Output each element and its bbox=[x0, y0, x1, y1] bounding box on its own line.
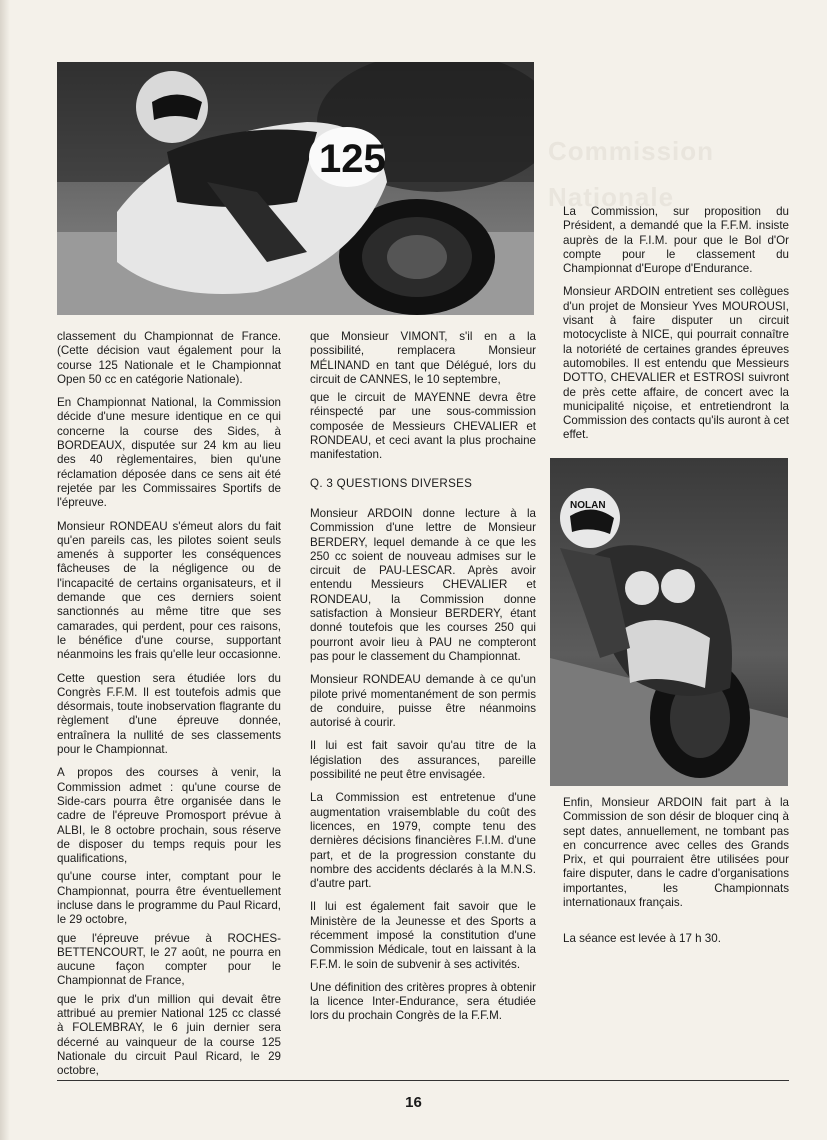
paragraph: Monsieur ARDOIN entretient ses collègues d'un projet de Monsieur Yves MOUROUSI, visant à faire disputer un circuit motocycliste à NICE, qui pourrait connaître la notoriété de certaines grandes épreuves automobiles. Il est entendu que Messieurs DOTTO, CHEVALIER et ESTROSI suivront de près cette affaire, de concert avec la municipalité niçoise, et entretiendront la Commission des contacts qu'ils auront à cet effet. bbox=[563, 285, 789, 442]
motorcycle-racer-125-photo bbox=[57, 62, 534, 315]
right-text-column-top bbox=[563, 205, 789, 452]
racer-125-image bbox=[57, 62, 534, 315]
paragraph: La Commission, sur proposition du Président, a demandé que la F.F.M. insiste auprès de la F.I.M. pour que le Bol d'Or compte pour le classement du Championnat d'Europe d'Endurance. bbox=[563, 205, 789, 276]
motorcycle-racer-nolan-photo bbox=[550, 458, 788, 786]
racer-nolan-image bbox=[550, 458, 788, 786]
paragraph: que Monsieur VIMONT, s'il en a la possibilité, remplacera Monsieur MÉLINAND en tant que Délégué, lors du circuit de CANNES, le 10 septembre, bbox=[310, 330, 536, 386]
paragraph: que l'épreuve prévue à ROCHES-BETTENCOURT, le 27 août, ne pourra en aucune façon compter pour le Championnat de France, bbox=[57, 931, 281, 988]
middle-text-column bbox=[310, 330, 536, 1033]
page-number: 16 bbox=[405, 1094, 422, 1111]
paragraph: Monsieur RONDEAU demande à ce qu'un pilote privé momentanément de son permis de conduire, puisse être néanmoins autorisé à courir. bbox=[310, 673, 536, 730]
paragraph: En Championnat National, la Commission décide d'une mesure identique en ce qui concerne la course des Sides, à BORDEAUX, disputée sur 24 km au lieu des 40 règlementaires, bien qu'une réclamation déposée dans ce sens ait été rejetée par les Commissaires Sportifs de l'épreuve. bbox=[57, 396, 281, 510]
page-binding-shadow bbox=[0, 0, 10, 1140]
paragraph: Monsieur RONDEAU s'émeut alors du fait qu'en pareils cas, les pilotes soient seuls amenés à supporter les conséquences fâcheuses de la négligence ou de l'incapacité de certains organisateurs, et il demande que ces derniers soient sanctionnés au même titre que ses camarades, qui perdent, pour ces raisons, le bénéfice d'une course, supportant néanmoins les frais qu'elle leur occasionne. bbox=[57, 519, 281, 662]
paragraph: Il lui est fait savoir qu'au titre de la législation des assurances, pareille possibilité ne peut être envisagée. bbox=[310, 739, 536, 782]
paragraph: La Commission est entretenue d'une augmentation vraisemblable du coût des licences, en 1979, compte tenu des dernières décisions financières F.I.M. d'une part, et de la progression constante du nombre des accidents déclarés à la M.N.S. d'autre part. bbox=[310, 791, 536, 891]
paragraph: classement du Championnat de France. (Cette décision vaut également pour la course 125 Nationale et le Championnat Open 50 cc en catégorie Nationale). bbox=[57, 330, 281, 386]
footer-rule bbox=[57, 1080, 789, 1081]
paragraph: A propos des courses à venir, la Commission admet : qu'une course de Side-cars pourra être organisée dans le cadre de l'épreuve Promosport prévue à ALBI, le 8 octobre prochain, sous réserve de disposer du temps requis pour les qualifications, bbox=[57, 766, 281, 866]
right-text-column-bottom bbox=[563, 796, 789, 956]
ghost-line: Commission bbox=[548, 136, 715, 166]
ghost-line: Nationale bbox=[548, 182, 675, 212]
paragraph: Enfin, Monsieur ARDOIN fait part à la Commission de son désir de bloquer cinq à sept dates, annuellement, ne tombant pas en concurrence avec celles des Grands Prix, et qui pourraient être utilisées pour faire disputer, dans le cadre d'organisations importantes, les Championnats internationaux français. bbox=[563, 796, 789, 910]
section-heading: Q. 3 QUESTIONS DIVERSES bbox=[310, 476, 473, 490]
paragraph: que le prix d'un million qui devait être attribué au premier National 125 cc classé à FOLEMBRAY, le 6 juin dernier sera décerné au vainqueur de la course 125 Nationale du circuit Paul Ricard, le 29 octobre, bbox=[57, 992, 281, 1078]
left-text-column bbox=[57, 330, 281, 1083]
paragraph: qu'une course inter, comptant pour le Championnat, pourra être éventuellement incluse dans le programme du Paul Ricard, le 29 octobre, bbox=[57, 870, 281, 927]
paragraph: Il lui est également fait savoir que le Ministère de la Jeunesse et des Sports a récemment imposé la constitution d'une Commission Médicale, tout en laissant à la F.F.M. le soin de subvenir à ses activités. bbox=[310, 900, 536, 971]
closing-line: La séance est levée à 17 h 30. bbox=[563, 932, 721, 946]
paragraph: Une définition des critères propres à obtenir la licence Inter-Endurance, sera étudiée lors du prochain Congrès de la F.F.M. bbox=[310, 980, 536, 1023]
helmet-brand-nolan: NOLAN bbox=[570, 500, 606, 511]
paragraph: Monsieur ARDOIN donne lecture à la Commission d'une lettre de Monsieur BERDERY, lequel demande à ce que les 250 cc soient de nouveau admises sur le circuit de PAU-LESCAR. Après avoir entendu Messieurs CHEVALIER et RONDEAU, la Commission donne satisfaction à Monsieur BERDERY, étant donné toutefois que les courses 250 qui pourront avoir lieu à PAU ne compteront pas pour le classement du Championnat. bbox=[310, 506, 536, 663]
number-plate-125: 125 bbox=[319, 137, 386, 181]
paragraph: que le circuit de MAYENNE devra être réinspecté par une sous-commission composée de Messieurs CHEVALIER et RONDEAU, et ceci avant la plus prochaine manifestation. bbox=[310, 391, 536, 462]
paragraph: Cette question sera étudiée lors du Congrès F.F.M. Il est toutefois admis que désormais, toute inobservation flagrante du règlement d'une épreuve donnée, entraînera la nullité de ses classements pour le Championnat. bbox=[57, 671, 281, 757]
